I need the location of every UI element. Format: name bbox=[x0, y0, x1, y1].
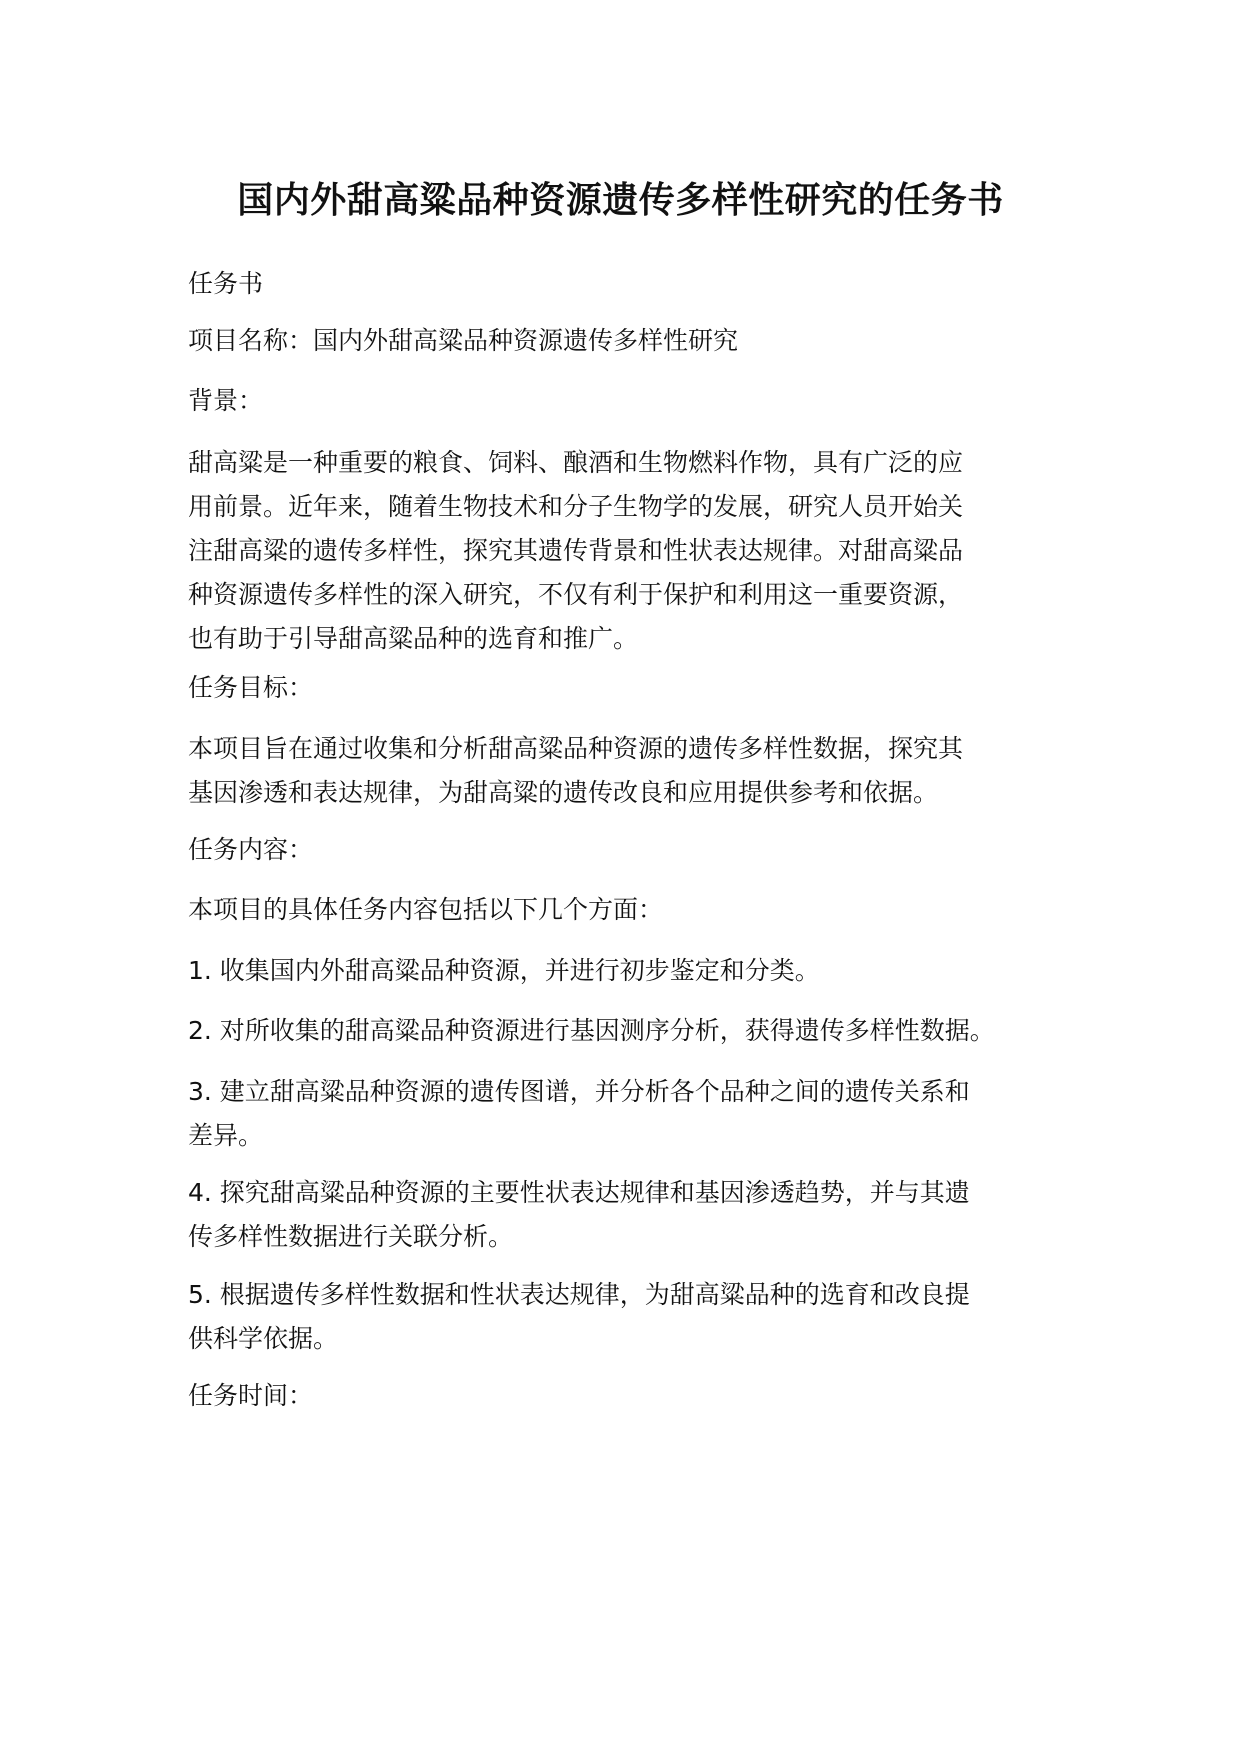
list-item bbox=[188, 1171, 1048, 1259]
content-intro: 本项目的具体任务内容包括以下几个方面： bbox=[188, 895, 664, 924]
time-label: 任务时间： bbox=[188, 1381, 314, 1410]
objective-label: 任务目标： bbox=[188, 673, 314, 702]
list-item-line: 供科学依据。 bbox=[188, 1324, 339, 1353]
list-item-line: 5. 根据遗传多样性数据和性状表达规律，为甜高粱品种的选育和改良提 bbox=[188, 1280, 970, 1309]
content-label: 任务内容： bbox=[188, 835, 314, 864]
background-line: 甜高粱是一种重要的粮食、饲料、酿酒和生物燃料作物，具有广泛的应 bbox=[188, 448, 964, 477]
list-item-line: 4. 探究甜高粱品种资源的主要性状表达规律和基因渗透趋势，并与其遗 bbox=[188, 1178, 970, 1207]
background-line: 注甜高粱的遗传多样性，探究其遗传背景和性状表达规律。对甜高粱品 bbox=[188, 536, 964, 565]
background-line: 也有助于引导甜高粱品种的选育和推广。 bbox=[188, 624, 639, 653]
list-item-line: 2. 对所收集的甜高粱品种资源进行基因测序分析，获得遗传多样性数据。 bbox=[188, 1016, 995, 1045]
list-item bbox=[188, 1070, 1048, 1158]
list-item-line: 传多样性数据进行关联分析。 bbox=[188, 1222, 514, 1251]
list-item-line: 1. 收集国内外甜高粱品种资源，并进行初步鉴定和分类。 bbox=[188, 956, 820, 985]
list-item bbox=[188, 949, 1048, 993]
document-title: 国内外甜高粱品种资源遗传多样性研究的任务书 bbox=[237, 180, 1004, 221]
background-line: 用前景。近年来，随着生物技术和分子生物学的发展，研究人员开始关 bbox=[188, 492, 964, 521]
background-paragraph bbox=[188, 441, 1048, 661]
list-item-line: 差异。 bbox=[188, 1121, 264, 1150]
list-item bbox=[188, 1009, 1048, 1053]
background-label: 背景： bbox=[188, 386, 264, 415]
project-name: 项目名称：国内外甜高粱品种资源遗传多样性研究 bbox=[188, 326, 739, 355]
objective-paragraph bbox=[188, 727, 1048, 815]
objective-line: 本项目旨在通过收集和分析甜高粱品种资源的遗传多样性数据，探究其 bbox=[188, 734, 964, 763]
background-line: 种资源遗传多样性的深入研究，不仅有利于保护和利用这一重要资源， bbox=[188, 580, 964, 609]
objective-line: 基因渗透和表达规律，为甜高粱的遗传改良和应用提供参考和依据。 bbox=[188, 778, 939, 807]
list-item bbox=[188, 1273, 1048, 1361]
list-item-line: 3. 建立甜高粱品种资源的遗传图谱，并分析各个品种之间的遗传关系和 bbox=[188, 1077, 970, 1106]
heading-task-book: 任务书 bbox=[188, 269, 264, 298]
